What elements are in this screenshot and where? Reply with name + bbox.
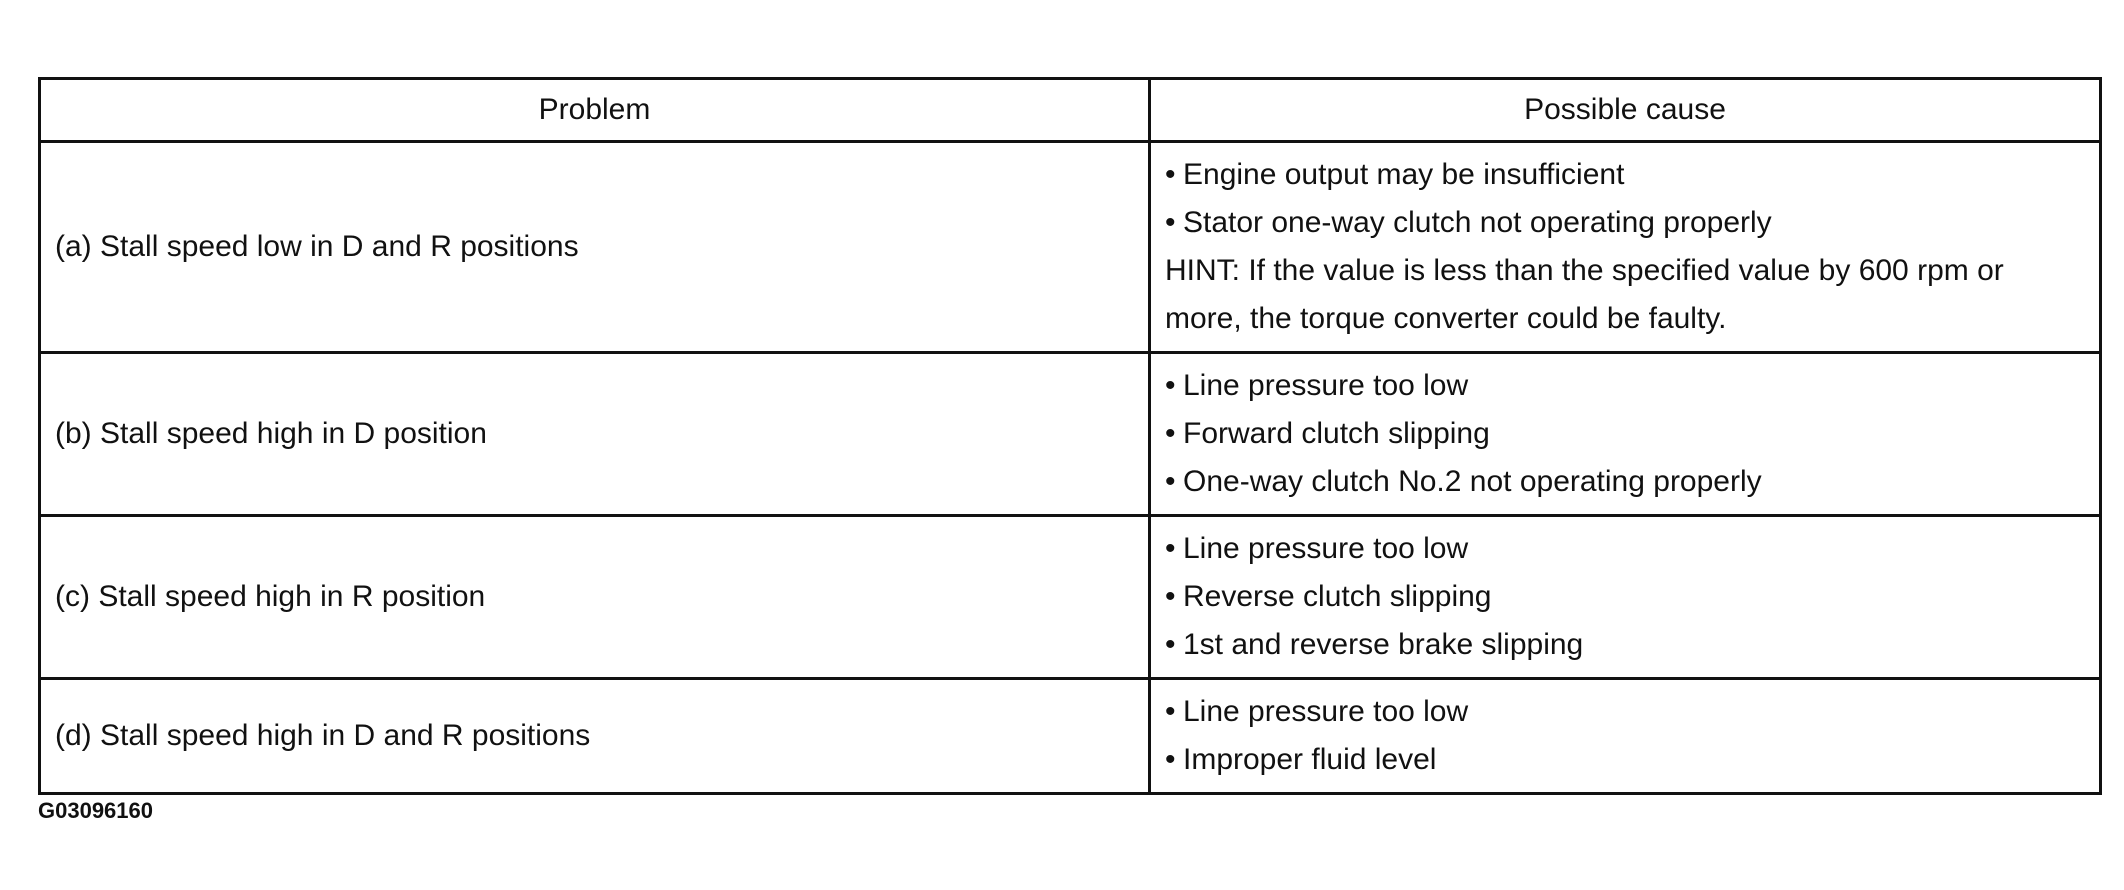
problem-cell: (b) Stall speed high in D position (40, 353, 1150, 516)
hint-line: more, the torque converter could be faulty. (1165, 302, 1727, 335)
hint-line: HINT: If the value is less than the specified value by 600 rpm or (1165, 254, 2004, 287)
cause-item: • 1st and reverse brake slipping (1165, 621, 2085, 669)
header-problem: Problem (40, 79, 1150, 142)
cause-item: • Forward clutch slipping (1165, 410, 2085, 458)
bullet-icon: • (1165, 695, 1176, 728)
bullet-icon: • (1165, 369, 1176, 402)
bullet-icon: • (1165, 532, 1176, 565)
table-row (40, 679, 2101, 794)
cause-item: • Improper fluid level (1165, 736, 2085, 784)
cause-cell (1150, 516, 2101, 679)
figure-id-label: G03096160 (38, 798, 153, 823)
table-row (40, 353, 2101, 516)
cause-item: • One-way clutch No.2 not operating properly (1165, 458, 2085, 506)
cause-cell (1150, 679, 2101, 794)
bullet-icon: • (1165, 628, 1176, 661)
bullet-icon: • (1165, 465, 1176, 498)
table-header-row (40, 79, 2101, 142)
cause-item: • Line pressure too low (1165, 525, 2085, 573)
bullet-icon: • (1165, 158, 1176, 191)
cause-item: • Reverse clutch slipping (1165, 573, 2085, 621)
header-possible-cause: Possible cause (1150, 79, 2101, 142)
cause-cell (1150, 353, 2101, 516)
cause-item: • Engine output may be insufficient (1165, 151, 2085, 199)
cause-item: • Stator one-way clutch not operating properly (1165, 199, 2085, 247)
problem-cell: (d) Stall speed high in D and R positions (40, 679, 1150, 794)
cause-item: • Line pressure too low (1165, 362, 2085, 410)
bullet-icon: • (1165, 206, 1176, 239)
problem-cell: (a) Stall speed low in D and R positions (40, 142, 1150, 353)
problem-cell: (c) Stall speed high in R position (40, 516, 1150, 679)
bullet-icon: • (1165, 743, 1176, 776)
table-row (40, 516, 2101, 679)
table-row (40, 142, 2101, 353)
bullet-icon: • (1165, 580, 1176, 613)
cause-item: • Line pressure too low (1165, 688, 2085, 736)
bullet-icon: • (1165, 417, 1176, 450)
cause-cell (1150, 142, 2101, 353)
stall-test-table (38, 77, 2102, 795)
